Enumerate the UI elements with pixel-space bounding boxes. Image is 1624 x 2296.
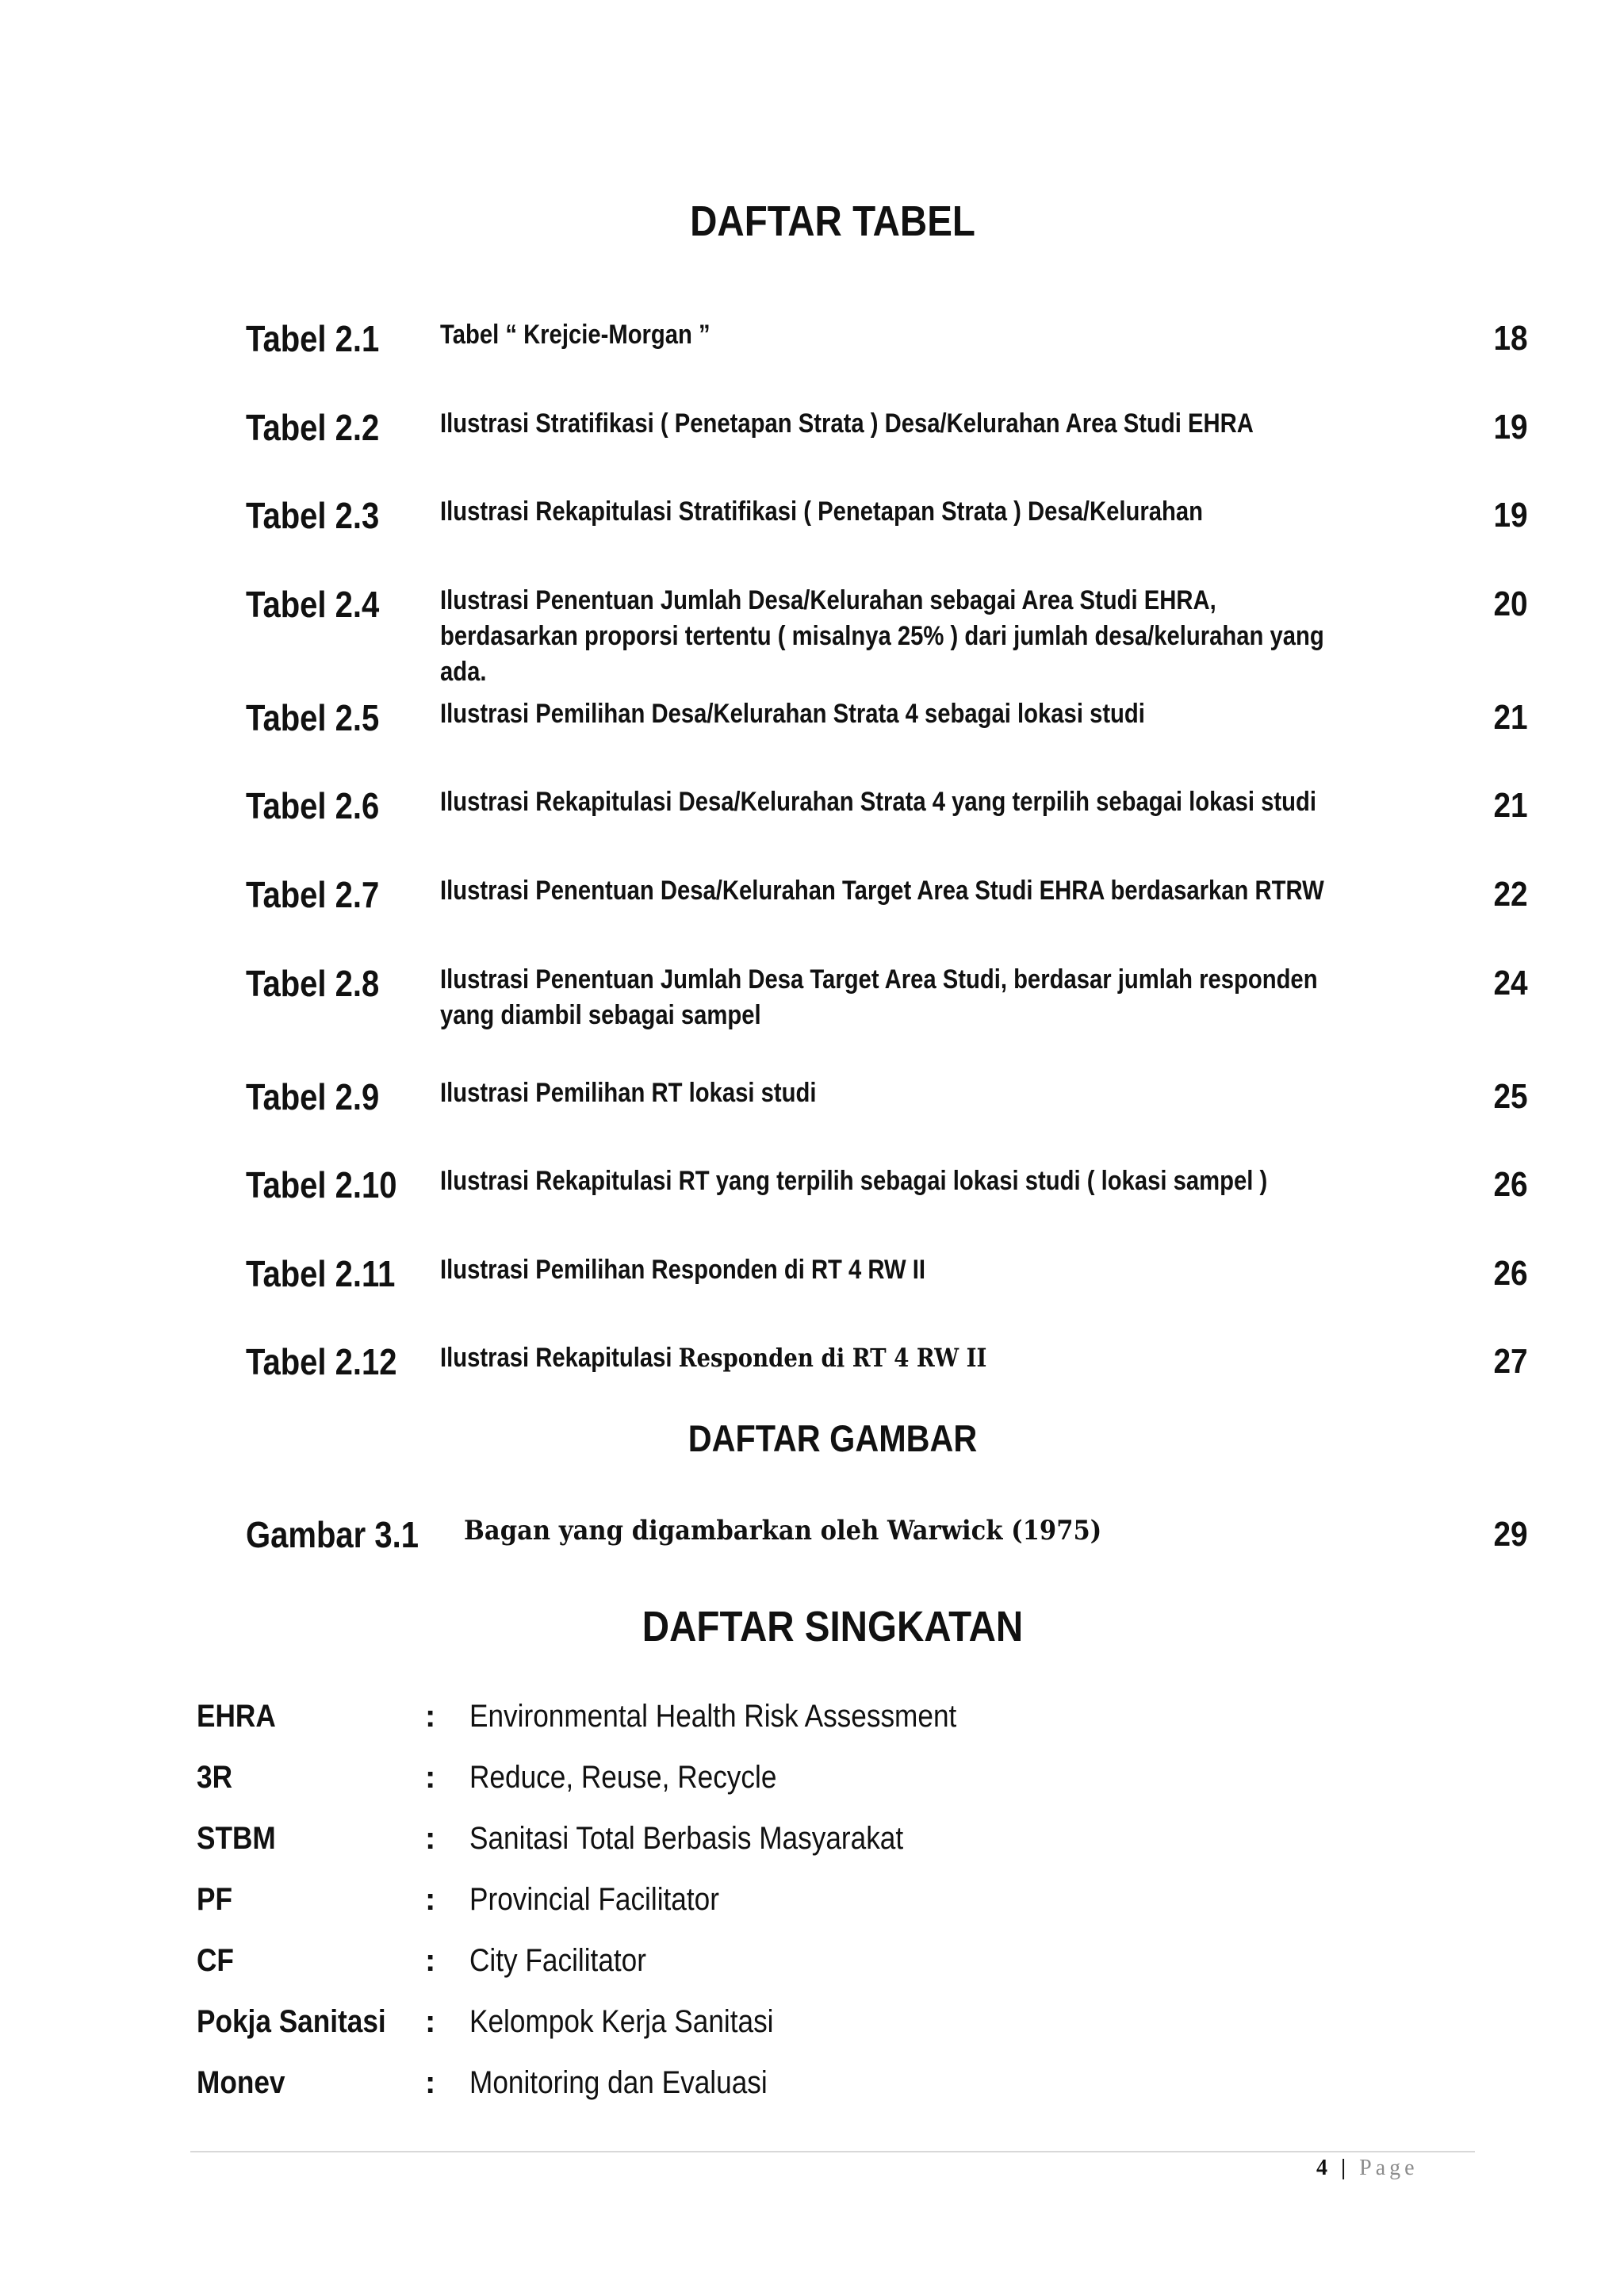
toc-entry-page: 19	[1493, 496, 1528, 535]
toc-entry-page: 19	[1493, 408, 1528, 447]
abbreviation-row-ehra	[0, 1699, 1624, 1746]
toc-entry-title-part2: Responden di RT 4 RW II	[678, 1343, 987, 1373]
toc-entry-title: Bagan yang digambarkan oleh Warwick (1975)	[464, 1515, 1102, 1547]
toc-entry-label: Gambar 3.1	[246, 1514, 419, 1555]
abbreviation-value: City Facilitator	[469, 1943, 646, 1978]
toc-entry-label: Tabel 2.11	[246, 1253, 396, 1294]
toc-entry-page: 24	[1493, 964, 1528, 1002]
abbreviation-value: Provincial Facilitator	[469, 1882, 719, 1917]
toc-entry-label: Tabel 2.9	[246, 1076, 380, 1117]
abbreviation-value: Reduce, Reuse, Recycle	[469, 1760, 777, 1795]
abbreviation-colon: :	[425, 1943, 436, 1978]
abbreviation-colon: :	[425, 1821, 436, 1856]
daftar-gambar-heading: DAFTAR GAMBAR	[688, 1417, 978, 1459]
abbreviation-value: Monitoring dan Evaluasi	[469, 2065, 768, 2100]
page-word: Page	[1359, 2156, 1419, 2180]
page-footer	[1316, 2156, 1419, 2181]
toc-entry-title: Ilustrasi Rekapitulasi Desa/Kelurahan Strata 4 yang terpilih sebagai lokasi studi	[440, 787, 1317, 817]
toc-entry-label: Tabel 2.2	[246, 407, 380, 448]
toc-entry-title	[440, 1340, 1347, 1376]
page-separator: |	[1341, 2156, 1350, 2180]
abbreviation-key: EHRA	[197, 1699, 276, 1734]
toc-entry-page: 27	[1493, 1342, 1528, 1381]
toc-entry-label: Tabel 2.5	[246, 697, 380, 738]
daftar-tabel-heading: DAFTAR TABEL	[690, 197, 975, 245]
toc-entry-page: 21	[1493, 786, 1528, 825]
toc-entry-title: Ilustrasi Pemilihan Desa/Kelurahan Strata 4 sebagai lokasi studi	[440, 699, 1145, 729]
abbreviation-row-cf	[0, 1943, 1624, 1991]
toc-entry-title: Ilustrasi Pemilihan Responden di RT 4 RW II	[440, 1255, 925, 1285]
page-number: 4	[1316, 2156, 1331, 2180]
toc-entry-title: Ilustrasi Penentuan Jumlah Desa/Kelurahan sebagai Area Studi EHRA, berdasarkan proporsi tertentu ( misalnya 25% ) dari jumlah desa/kelurahan yang ada.	[440, 585, 1324, 687]
toc-entry-page: 20	[1493, 585, 1528, 623]
toc-entry-title: Ilustrasi Penentuan Desa/Kelurahan Target Area Studi EHRA berdasarkan RTRW	[440, 876, 1324, 906]
toc-entry-label: Tabel 2.12	[246, 1341, 397, 1382]
toc-entry-label: Tabel 2.8	[246, 963, 380, 1004]
toc-entry-page: 29	[1493, 1515, 1528, 1554]
abbreviation-colon: :	[425, 1760, 436, 1795]
abbreviation-key: Pokja Sanitasi	[197, 2004, 386, 2039]
abbreviation-key: 3R	[197, 1760, 233, 1795]
abbreviation-value: Sanitasi Total Berbasis Masyarakat	[469, 1821, 904, 1856]
abbreviation-key: Monev	[197, 2065, 285, 2100]
toc-entry-label: Tabel 2.7	[246, 874, 380, 915]
toc-entry-title: Ilustrasi Penentuan Jumlah Desa Target Area Studi, berdasar jumlah responden yang diambil sebagai sampel	[440, 964, 1318, 1030]
toc-entry-title: Tabel “ Krejcie-Morgan ”	[440, 320, 710, 350]
toc-entry-label: Tabel 2.4	[246, 584, 380, 625]
toc-entry-label: Tabel 2.6	[246, 785, 380, 826]
toc-entry-label: Tabel 2.3	[246, 495, 380, 536]
toc-entry-title: Ilustrasi Pemilihan RT lokasi studi	[440, 1078, 817, 1108]
toc-entry-title-part1: Ilustrasi Rekapitulasi	[440, 1343, 679, 1373]
abbreviation-row-pokja-sanitasi	[0, 2004, 1624, 2052]
daftar-singkatan-heading: DAFTAR SINGKATAN	[642, 1603, 1024, 1650]
toc-entry-label: Tabel 2.10	[246, 1164, 397, 1205]
toc-entry-page: 22	[1493, 875, 1528, 914]
abbreviation-row-3r	[0, 1760, 1624, 1807]
toc-entry-page: 21	[1493, 698, 1528, 737]
abbreviation-value: Kelompok Kerja Sanitasi	[469, 2004, 774, 2039]
abbreviation-colon: :	[425, 2065, 436, 2100]
abbreviation-key: PF	[197, 1882, 232, 1917]
toc-entry-page: 26	[1493, 1165, 1528, 1204]
toc-entry-title: Ilustrasi Rekapitulasi RT yang terpilih sebagai lokasi studi ( lokasi sampel )	[440, 1166, 1268, 1196]
abbreviation-colon: :	[425, 1699, 436, 1734]
toc-entry-page: 26	[1493, 1254, 1528, 1293]
toc-entry-page: 25	[1493, 1077, 1528, 1116]
toc-entry-title: Ilustrasi Stratifikasi ( Penetapan Strata ) Desa/Kelurahan Area Studi EHRA	[440, 408, 1254, 439]
abbreviation-value: Environmental Health Risk Assessment	[469, 1699, 957, 1734]
toc-entry-title: Ilustrasi Rekapitulasi Stratifikasi ( Penetapan Strata ) Desa/Kelurahan	[440, 496, 1204, 527]
abbreviation-row-pf	[0, 1882, 1624, 1930]
abbreviation-colon: :	[425, 1882, 436, 1917]
abbreviation-row-monev	[0, 2065, 1624, 2113]
toc-entry-label: Tabel 2.1	[246, 318, 380, 359]
abbreviation-colon: :	[425, 2004, 436, 2039]
toc-entry-page: 18	[1493, 319, 1528, 358]
abbreviation-key: STBM	[197, 1821, 276, 1856]
footer-divider	[190, 2151, 1475, 2152]
abbreviation-row-stbm	[0, 1821, 1624, 1869]
abbreviation-key: CF	[197, 1943, 234, 1978]
